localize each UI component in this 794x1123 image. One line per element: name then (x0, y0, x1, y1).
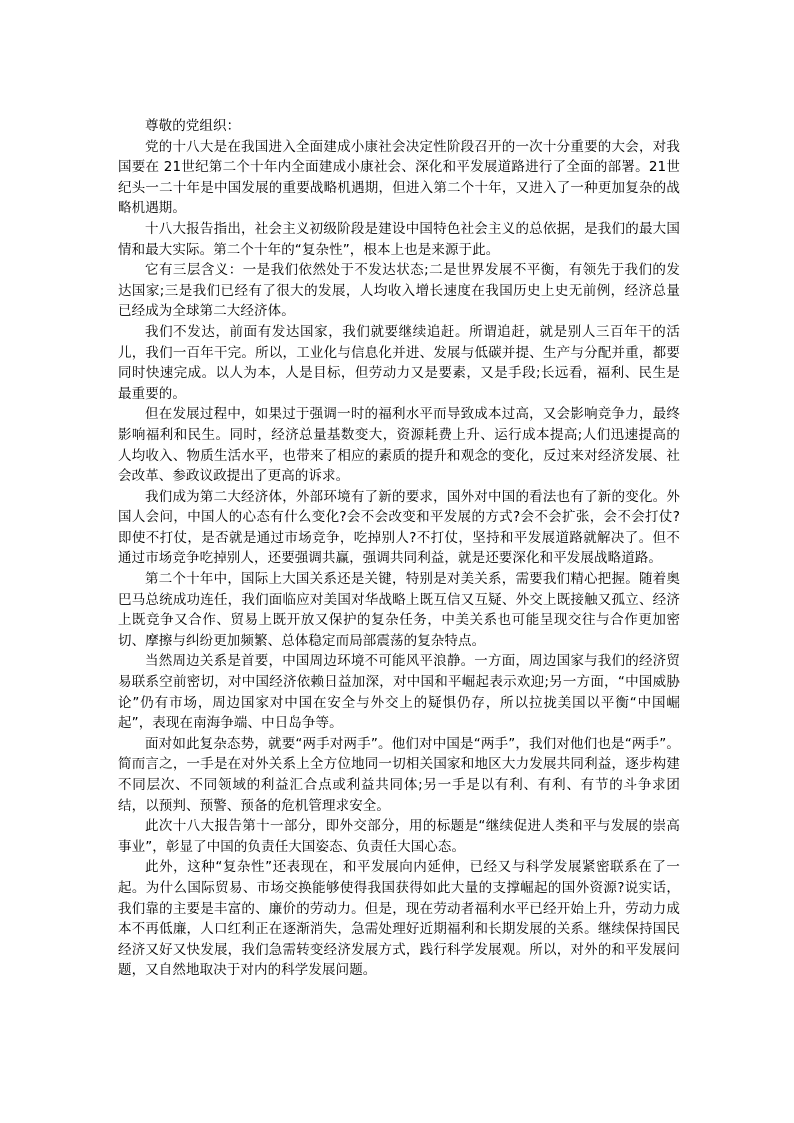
paragraph-6: 我们成为第二大经济体，外部环境有了新的要求，国外对中国的看法也有了新的变化。外国人会问，中国人的心态有什么变化?会不会改变和平发展的方式?会不会扩张，会不会打仗?即使不打仗，是否就是通过市场竞争，吃掉别人?不打仗，坚持和平发展道路就解决了。但不通过市场竞争吃掉别人，还要强调共赢，强调共同利益，就是还要深化和平发展战略道路。 (118, 488, 680, 567)
paragraph-10: 此次十八大报告第十一部分，即外交部分，用的标题是“继续促进人类和平与发展的崇高事业”，彰显了中国的负责任大国姿态、负责任大国心态。 (118, 818, 680, 855)
paragraph-1: 党的十八大是在我国进入全面建成小康社会决定性阶段召开的一次十分重要的大会，对我国要在 21世纪第二个十年内全面建成小康社会、深化和平发展道路进行了全面的部署。21世纪头一二十年是中国发展的重要战略机遇期，但进入第二个十年，又进入了一种更加复杂的战略机遇期。 (118, 138, 680, 217)
paragraph-9: 面对如此复杂态势，就要“两手对两手”。他们对中国是“两手”，我们对他们也是“两手”。简而言之，一手是在对外关系上全方位地同一切相关国家和地区大力发展共同利益，逐步构建不同层次、不同领域的利益汇合点或利益共同体;另一手是以有利、有利、有节的斗争求团结，以预判、预警、预备的危机管理求安全。 (118, 735, 680, 814)
salutation: 尊敬的党组织： (145, 118, 241, 134)
paragraph-5: 但在发展过程中，如果过于强调一时的福利水平而导致成本过高，又会影响竞争力，最终影响福利和民生。同时，经济总量基数变大，资源耗费上升、运行成本提高;人们迅速提高的人均收入、物质生活水平，也带来了相应的素质的提升和观念的变化，反过来对经济发展、社会改革、参政议政提出了更高的诉求。 (118, 406, 680, 485)
paragraph-2: 十八大报告指出，社会主义初级阶段是建设中国特色社会主义的总依据，是我们的最大国情和最大实际。第二个十年的“复杂性”，根本上也是来源于此。 (118, 220, 680, 258)
paragraph-11: 此外，这种“复杂性”还表现在，和平发展向内延伸，已经又与科学发展紧密联系在了一起。为什么国际贸易、市场交换能够使得我国获得如此大量的支撑崛起的国外资源?说实话，我们靠的主要是丰富的、廉价的劳动力。但是，现在劳动者福利水平已经开始上升，劳动力成本不再低廉，人口红利正在逐渐消失，急需处理好近期福利和长期发展的关系。继续保持国民经济又好又快发展，我们急需转变经济发展方式，践行科学发展观。所以，对外的和平发展问题，又自然地取决于对内的科学发展问题。 (118, 859, 680, 979)
paragraph-8: 当然周边关系是首要，中国周边环境不可能风平浪静。一方面，周边国家与我们的经济贸易联系空前密切，对中国经济依赖日益加深，对中国和平崛起表示欢迎;另一方面，“中国威胁论”仍有市场，周边国家对中国在安全与外交上的疑惧仍存，所以拉拢美国以平衡“中国崛起”，表现在南海争端、中日岛争等。 (118, 653, 680, 732)
paragraph-3: 它有三层含义：一是我们依然处于不发达状态;二是世界发展不平衡，有领先于我们的发达国家;三是我们已经有了很大的发展，人均收入增长速度在我国历史上史无前例，经济总量已经成为全球第二大经济体。 (118, 262, 680, 320)
letter-body (118, 116, 680, 981)
paragraph-4: 我们不发达，前面有发达国家，我们就要继续追赶。所谓追赶，就是别人三百年干的活儿，我们一百年干完。所以，工业化与信息化并进、发展与低碳并提、生产与分配并重，都要同时快速完成。以人为本，人是目标，但劳动力又是要素，又是手段;长远看，福利、民生是最重要的。 (118, 323, 680, 402)
paragraph-7: 第二个十年中，国际上大国关系还是关键，特别是对美关系，需要我们精心把握。随着奥巴马总统成功连任，我们面临应对美国对华战略上既互信又互疑、外交上既接触又孤立、经济上既竞争又合作、贸易上既开放又保护的复杂任务，中美关系也可能呈现交往与合作更加密切、摩擦与纠纷更加频繁、总体稳定而局部震荡的复杂特点。 (118, 571, 680, 649)
